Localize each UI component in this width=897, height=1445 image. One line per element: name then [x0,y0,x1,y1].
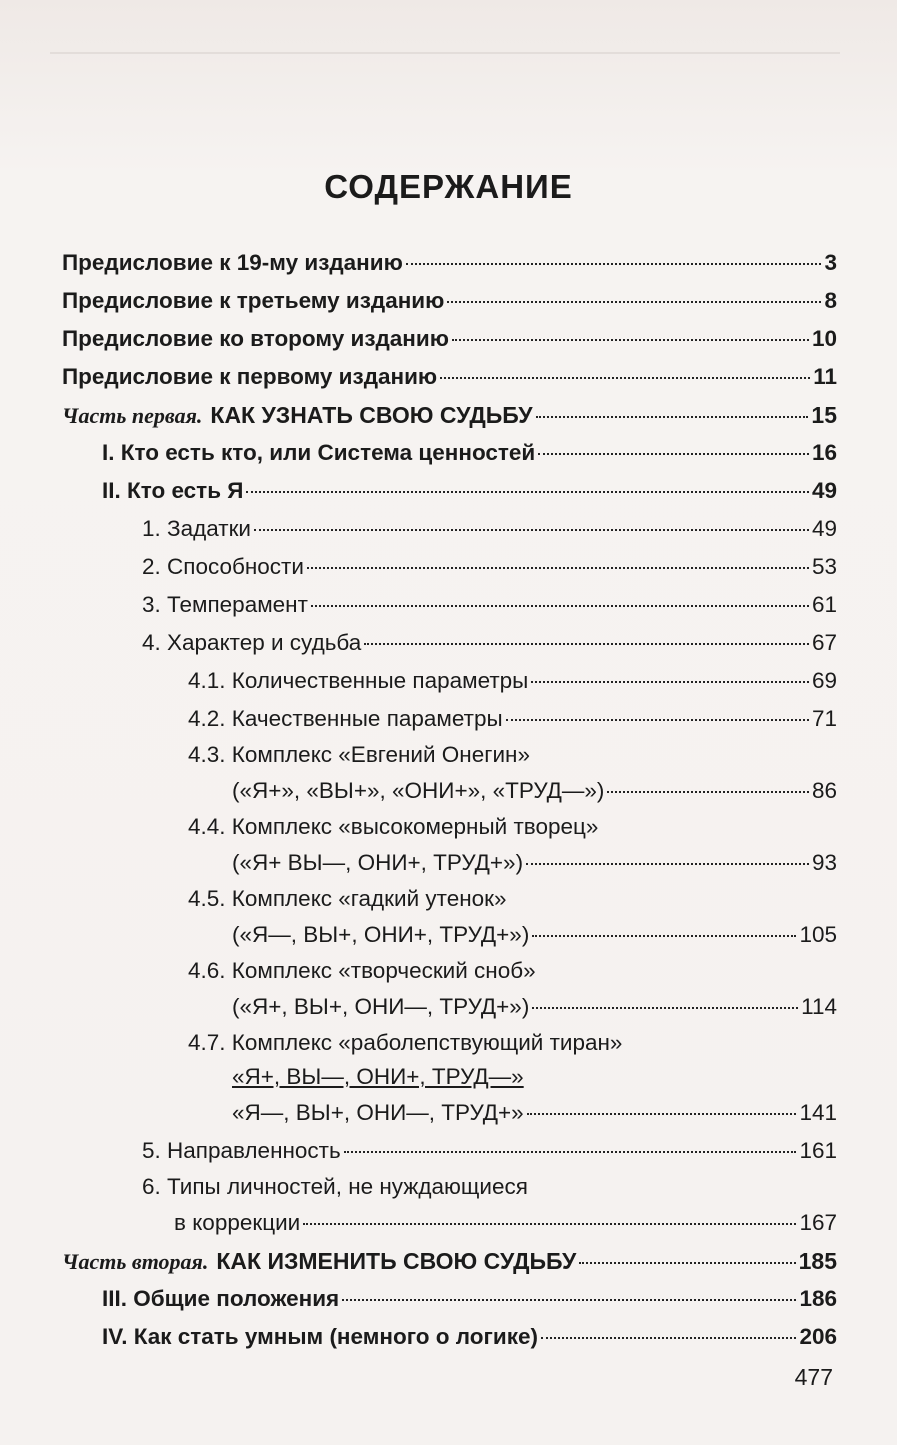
toc-page-number: 161 [799,1138,837,1163]
toc-entry-label: 2. Способности [142,554,304,579]
toc-entry-label: 4.4. Комплекс «высокомерный творец» [188,814,599,839]
toc-entry-label-continuation: («Я+», «ВЫ+», «ОНИ+», «ТРУД—») [232,778,605,803]
toc-entry[interactable] [62,510,837,548]
page-number: 477 [794,1364,833,1390]
toc-entry[interactable] [62,1280,837,1318]
toc-page-number: 16 [811,440,837,465]
toc-entry-label-continuation: в коррекции [174,1210,301,1235]
toc-entry[interactable] [62,662,837,700]
toc-entry-label-continuation: «Я+, ВЫ—, ОНИ+, ТРУД—» [232,1064,524,1089]
toc-part-entry[interactable] [62,1242,837,1280]
toc-entry-label-continuation: «Я—, ВЫ+, ОНИ—, ТРУД+» [232,1100,524,1125]
toc-page-number: 10 [811,326,837,351]
part-prefix: Часть первая. [62,403,203,428]
bleed-through-shadow [50,0,840,54]
leader-dots [527,1113,797,1115]
toc-page-number: 3 [824,250,837,275]
toc-page-number: 49 [811,516,837,541]
toc-page-number: 71 [811,706,837,731]
toc-entry[interactable] [62,320,837,358]
toc-entry-label: 4.5. Комплекс «гадкий утенок» [188,886,507,911]
toc-entry[interactable] [62,358,837,396]
toc-page-number: 105 [799,922,837,947]
toc-page-number: 167 [799,1210,837,1235]
leader-dots [406,263,822,265]
toc-entry-continuation[interactable] [62,1204,837,1242]
toc-entry-label: 4.6. Комплекс «творческий сноб» [188,958,536,983]
toc-entry-continuation[interactable] [62,916,837,954]
toc-entry-first-line[interactable] [62,1170,837,1204]
toc-page-number: 11 [813,364,837,389]
toc-page-number: 69 [811,668,837,693]
toc-entry-continuation[interactable] [62,772,837,810]
toc-entry-continuation[interactable] [62,988,837,1026]
toc-entry[interactable] [62,700,837,738]
toc-entry[interactable] [62,1318,837,1356]
toc-entry-continuation[interactable] [62,1094,837,1132]
leader-dots [246,491,809,493]
toc-entry[interactable] [62,434,837,472]
leader-dots [447,301,821,303]
toc-entry-label: 4. Характер и судьба [142,630,362,655]
toc-entry[interactable] [62,586,837,624]
leader-dots [579,1262,795,1264]
toc-entry-continuation[interactable] [62,1060,837,1094]
toc-entry-first-line[interactable] [62,1026,837,1060]
toc-entry-label: 6. Типы личностей, не нуждающиеся [142,1174,528,1199]
toc-entry-label: 1. Задатки [142,516,251,541]
leader-dots [307,567,809,569]
toc-entry-label: 5. Направленность [142,1138,341,1163]
leader-dots [536,416,809,418]
leader-dots [531,681,809,683]
toc-page-number: 185 [798,1248,837,1274]
toc-entry-label: 4.1. Количественные параметры [188,668,529,693]
leader-dots [541,1337,796,1339]
toc-entry-label: 4.7. Комплекс «раболепствующий тиран» [188,1030,623,1055]
toc-entry-first-line[interactable] [62,954,837,988]
leader-dots [538,453,809,455]
toc-page-number: 141 [799,1100,837,1125]
leader-dots [311,605,809,607]
leader-dots [526,863,809,865]
toc-page-number: 206 [799,1324,837,1349]
toc-entry-label: II. Кто есть Я [102,478,244,503]
leader-dots [532,1007,798,1009]
leader-dots [342,1299,796,1301]
leader-dots [440,377,810,379]
part-prefix: Часть вторая. [62,1249,209,1274]
leader-dots [364,643,809,645]
toc-entry-label: 3. Темперамент [142,592,308,617]
toc-entry-label: IV. Как стать умным (немного о логике) [102,1324,538,1349]
toc-page-number: 8 [824,288,837,313]
toc-entry-first-line[interactable] [62,882,837,916]
toc-entry-label: I. Кто есть кто, или Система ценностей [102,440,536,465]
toc-entry-label: КАК УЗНАТЬ СВОЮ СУДЬБУ [210,402,533,428]
toc-part-entry[interactable] [62,396,837,434]
toc-entry-label: 4.2. Качественные параметры [188,706,503,731]
toc-page-number: 67 [811,630,837,655]
toc-entry-first-line[interactable] [62,810,837,844]
toc-page-number: 114 [801,994,837,1019]
toc-entry[interactable] [62,1132,837,1170]
leader-dots [532,935,796,937]
leader-dots [506,719,809,721]
toc-entry[interactable] [62,548,837,586]
toc-entry[interactable] [62,244,837,282]
toc-entry-label: 4.3. Комплекс «Евгений Онегин» [188,742,530,767]
toc-entry-label: КАК ИЗМЕНИТЬ СВОЮ СУДЬБУ [216,1248,577,1274]
leader-dots [254,529,809,531]
toc-entry-label-continuation: («Я+, ВЫ+, ОНИ—, ТРУД+») [232,994,530,1019]
toc-entry-label: III. Общие положения [102,1286,340,1311]
leader-dots [303,1223,796,1225]
leader-dots [344,1151,797,1153]
leader-dots [452,339,809,341]
toc-entry-label: Предисловие к первому изданию [62,364,438,389]
toc-page-number: 186 [799,1286,837,1311]
toc-page-number: 15 [811,402,837,428]
toc-entry-label: Предисловие ко второму изданию [62,326,449,351]
toc-entry[interactable] [62,472,837,510]
toc-page-number: 61 [811,592,837,617]
toc-entry-continuation[interactable] [62,844,837,882]
toc-entry[interactable] [62,282,837,320]
toc-entry-label: Предисловие к 19-му изданию [62,250,403,275]
leader-dots [607,791,809,793]
toc-entry-label: Предисловие к третьему изданию [62,288,445,313]
toc-page-number: 49 [811,478,837,503]
toc-page-number: 53 [811,554,837,579]
toc-entry[interactable] [62,624,837,662]
toc-entry-label-continuation: («Я—, ВЫ+, ОНИ+, ТРУД+») [232,922,530,947]
toc-entry-label-continuation: («Я+ ВЫ—, ОНИ+, ТРУД+») [232,850,524,875]
toc-page-number: 93 [811,850,837,875]
table-of-contents [62,244,837,1356]
toc-page-number: 86 [811,778,837,803]
toc-entry-first-line[interactable] [62,738,837,772]
page-title: СОДЕРЖАНИЕ [324,168,573,205]
